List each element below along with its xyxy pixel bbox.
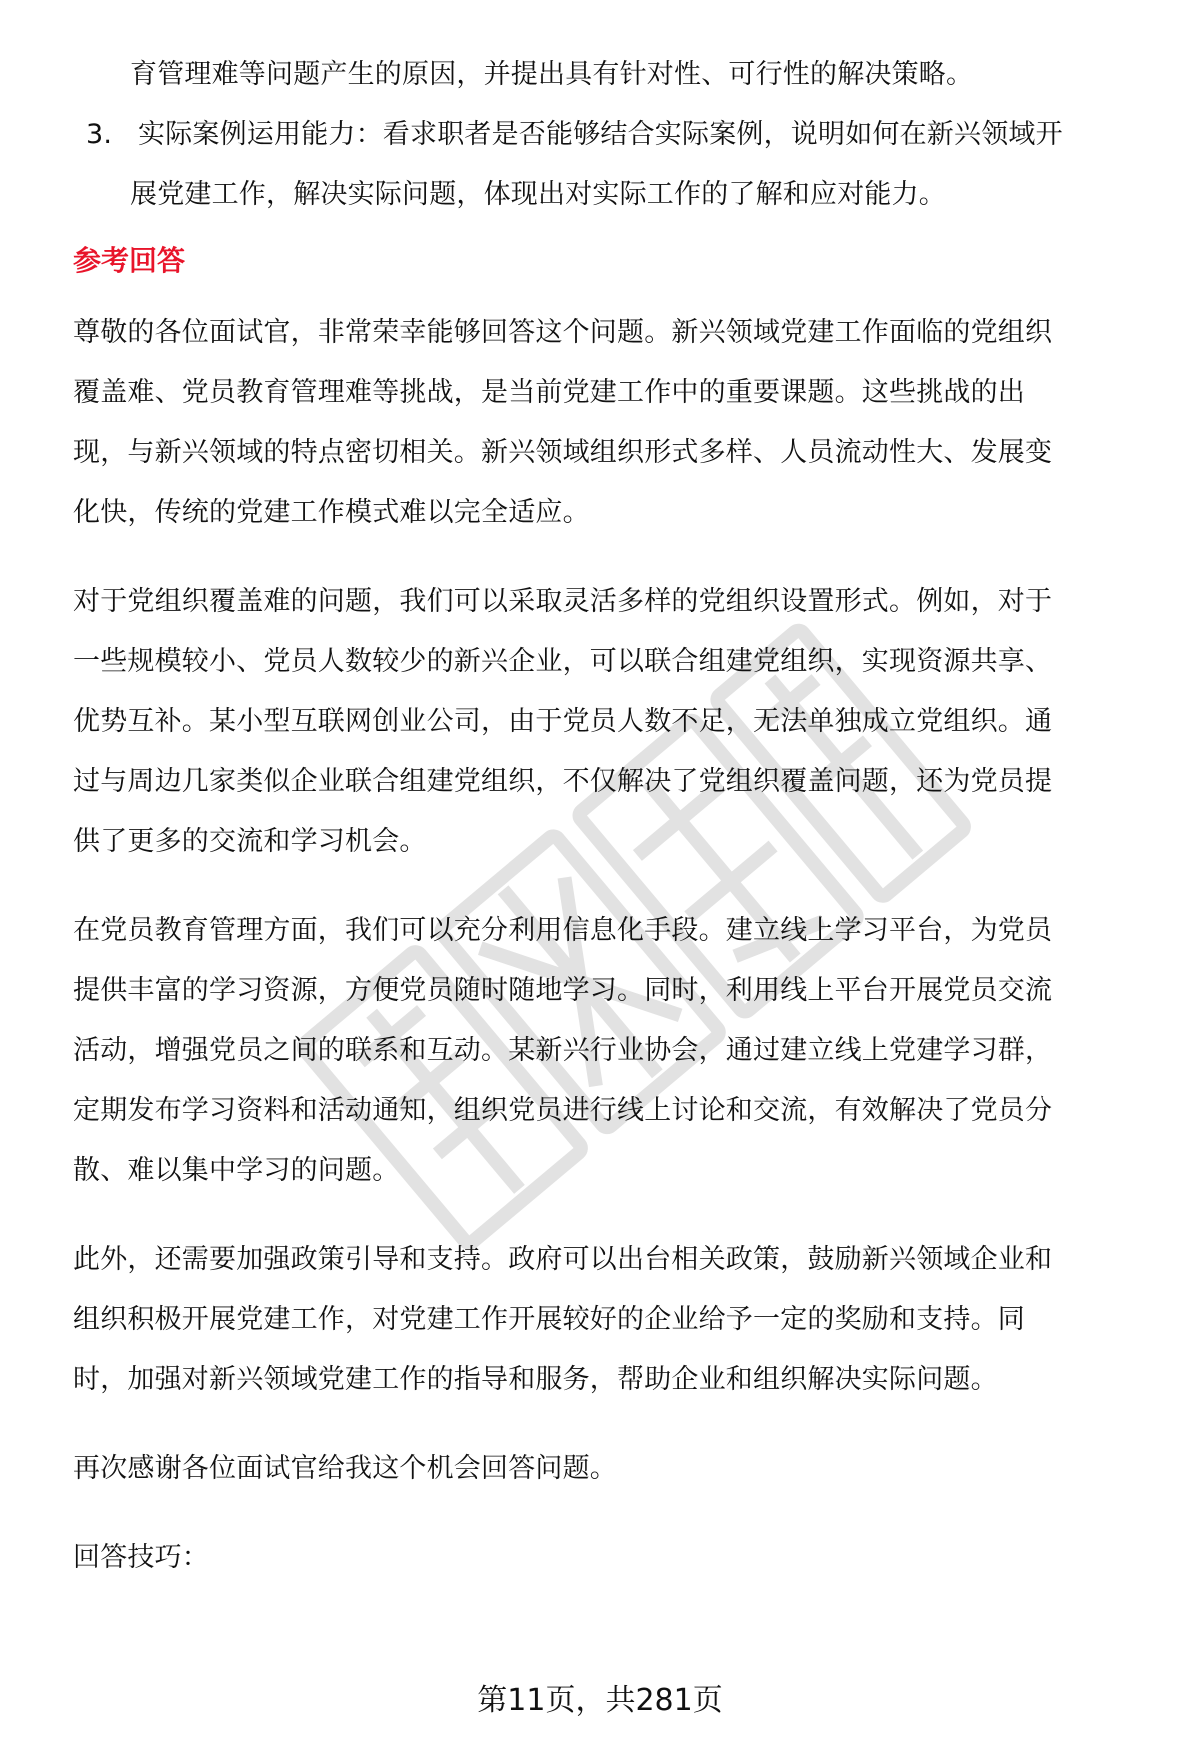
- paragraph: [73, 303, 1153, 543]
- paragraph: [73, 572, 1153, 872]
- list-item-3: [73, 105, 1153, 165]
- paragraph-line: 时，加强对新兴领域党建工作的指导和服务，帮助企业和组织解决实际问题。: [73, 1364, 998, 1395]
- paragraph-line: 一些规模较小、党员人数较少的新兴企业，可以联合组建党组织，实现资源共享、: [73, 646, 1053, 677]
- list-item-text-cont: 展党建工作，解决实际问题，体现出对实际工作的了解和应对能力。: [130, 179, 946, 210]
- paragraph-line: 再次感谢各位面试官给我这个机会回答问题。: [73, 1453, 617, 1484]
- paragraph: [73, 1230, 1153, 1410]
- paragraph-line: 提供丰富的学习资源，方便党员随时随地学习。同时，利用线上平台开展党员交流: [73, 975, 1053, 1006]
- paragraph-line: 供了更多的交流和学习机会。: [73, 826, 427, 857]
- paragraph-line: 在党员教育管理方面，我们可以充分利用信息化手段。建立线上学习平台，为党员: [73, 915, 1053, 946]
- paragraph: [73, 1439, 1153, 1499]
- intro-line: 育管理难等问题产生的原因，并提出具有针对性、可行性的解决策略。: [130, 59, 974, 90]
- paragraph-line: 回答技巧：: [73, 1542, 209, 1573]
- paragraph-line: 覆盖难、党员教育管理难等挑战，是当前党建工作中的重要课题。这些挑战的出: [73, 377, 1025, 408]
- paragraph-line: 过与周边几家类似企业联合组建党组织，不仅解决了党组织覆盖问题，还为党员提: [73, 766, 1053, 797]
- paragraph-line: 对于党组织覆盖难的问题，我们可以采取灵活多样的党组织设置形式。例如，对于: [73, 586, 1053, 617]
- section-heading: 参考回答: [73, 244, 186, 277]
- list-number: 3.: [86, 119, 113, 150]
- paragraph-line: 现，与新兴领域的特点密切相关。新兴领域组织形式多样、人员流动性大、发展变: [73, 437, 1053, 468]
- paragraph-line: 化快，传统的党建工作模式难以完全适应。: [73, 497, 590, 528]
- list-item-text: 实际案例运用能力：看求职者是否能够结合实际案例，说明如何在新兴领域开: [138, 119, 1063, 150]
- paragraph-line: 活动，增强党员之间的联系和互动。某新兴行业协会，通过建立线上党建学习群，: [73, 1035, 1053, 1066]
- paragraph: [73, 1528, 1153, 1588]
- paragraph-line: 尊敬的各位面试官，非常荣幸能够回答这个问题。新兴领域党建工作面临的党组织: [73, 317, 1053, 348]
- paragraph-line: 散、难以集中学习的问题。: [73, 1155, 400, 1186]
- paragraph: [73, 901, 1153, 1201]
- paragraph-line: 组织积极开展党建工作，对党建工作开展较好的企业给予一定的奖励和支持。同: [73, 1304, 1025, 1335]
- page-number: 第11页，共281页: [477, 1683, 723, 1718]
- document-body: [73, 45, 1153, 1617]
- paragraph-line: 优势互补。某小型互联网创业公司，由于党员人数不足，无法单独成立党组织。通: [73, 706, 1053, 737]
- paragraph-line: 此外，还需要加强政策引导和支持。政府可以出台相关政策，鼓励新兴领域企业和: [73, 1244, 1053, 1275]
- paragraph-line: 定期发布学习资料和活动通知，组织党员进行线上讨论和交流，有效解决了党员分: [73, 1095, 1053, 1126]
